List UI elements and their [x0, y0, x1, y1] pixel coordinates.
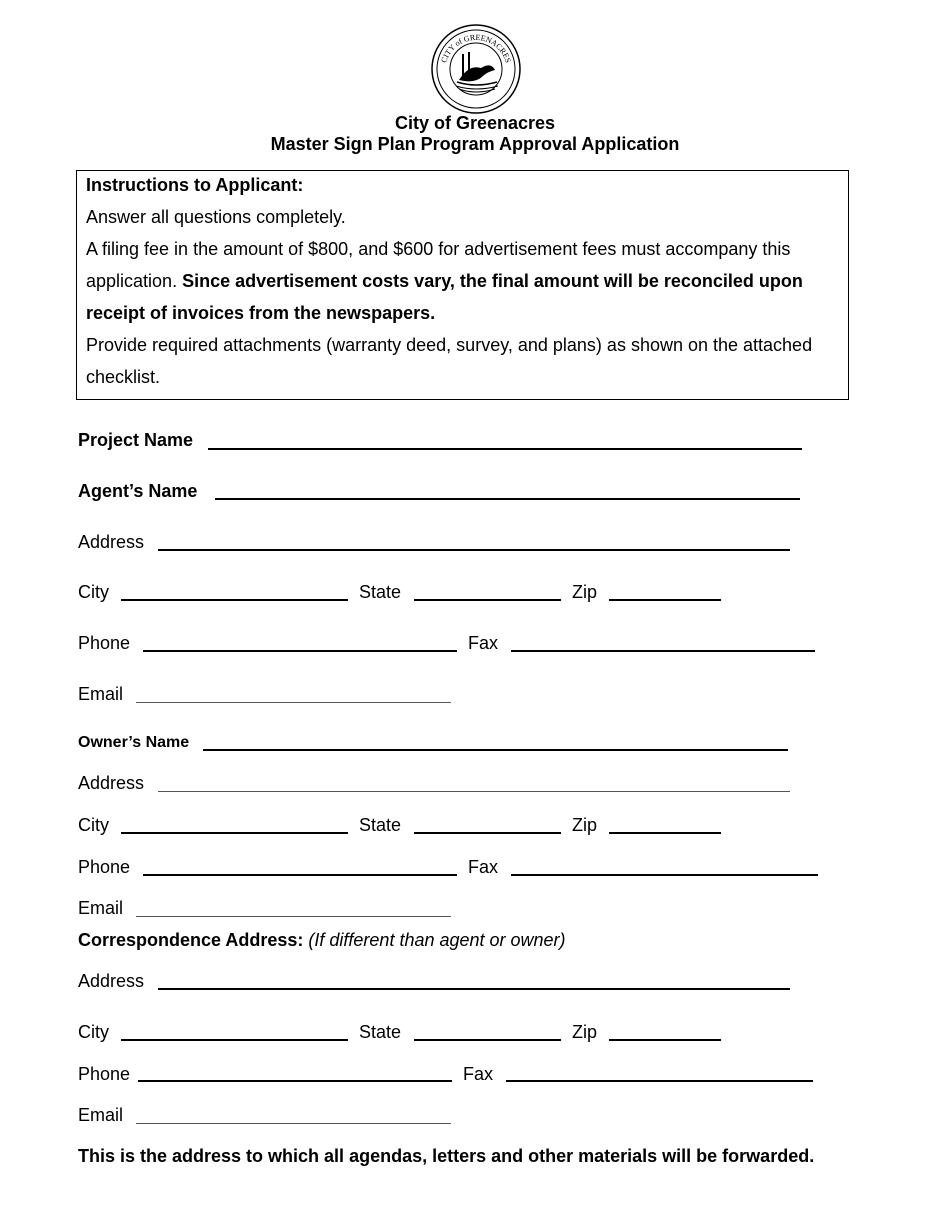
corr-zip-label: Zip	[572, 1022, 598, 1042]
corr-state-field[interactable]	[414, 1039, 561, 1041]
owner-email-field[interactable]	[136, 916, 451, 917]
correspondence-note: (If different than agent or owner)	[308, 930, 566, 950]
corr-fax-field[interactable]	[506, 1080, 813, 1082]
agent-phone-label: Phone	[78, 633, 131, 653]
corr-state-label: State	[359, 1022, 402, 1042]
project-name-field[interactable]	[208, 448, 802, 450]
agent-fax-field[interactable]	[511, 650, 815, 652]
instruction-line	[86, 271, 803, 292]
corr-email-field[interactable]	[136, 1123, 451, 1124]
corr-address-label: Address	[78, 971, 145, 991]
instruction-bold-text: Since advertisement costs vary, the final amount will be reconciled upon	[182, 271, 803, 291]
agents-name-label: Agent’s Name	[78, 481, 198, 501]
agent-phone-field[interactable]	[143, 650, 457, 652]
corr-phone-field[interactable]	[138, 1080, 452, 1082]
owner-phone-field[interactable]	[143, 874, 457, 876]
agent-address-label: Address	[78, 532, 145, 552]
owner-phone-label: Phone	[78, 857, 131, 877]
agent-address-field[interactable]	[158, 549, 790, 551]
instruction-line: Provide required attachments (warranty deed, survey, and plans) as shown on the attached	[86, 335, 813, 355]
agent-state-label: State	[359, 582, 402, 602]
agent-zip-field[interactable]	[609, 599, 721, 601]
owner-city-label: City	[78, 815, 109, 835]
owner-fax-label: Fax	[468, 857, 499, 877]
forwarding-note: This is the address to which all agendas, letters and other materials will be forwarded.	[78, 1146, 815, 1166]
owner-city-field[interactable]	[121, 832, 348, 834]
agent-city-field[interactable]	[121, 599, 348, 601]
instructions-box	[76, 170, 849, 400]
corr-city-label: City	[78, 1022, 109, 1042]
instruction-line: Answer all questions completely.	[86, 207, 346, 227]
instructions-heading: Instructions to Applicant:	[86, 175, 304, 195]
project-name-label: Project Name	[78, 430, 194, 450]
agent-email-label: Email	[78, 684, 124, 704]
city-name: City of Greenacres	[394, 113, 556, 133]
agent-zip-label: Zip	[572, 582, 598, 602]
corr-address-field[interactable]	[158, 988, 790, 990]
owners-name-field[interactable]	[203, 749, 788, 751]
seal-text: CITY of GREENACRES	[439, 32, 513, 64]
agent-state-field[interactable]	[414, 599, 561, 601]
agent-city-label: City	[78, 582, 109, 602]
corr-city-field[interactable]	[121, 1039, 348, 1041]
city-seal-icon	[429, 24, 523, 114]
corr-email-label: Email	[78, 1105, 124, 1125]
instruction-line: checklist.	[86, 367, 161, 387]
agent-fax-label: Fax	[468, 633, 499, 653]
owner-state-label: State	[359, 815, 402, 835]
instruction-text: application.	[86, 271, 183, 291]
owners-name-label: Owner’s Name	[78, 734, 190, 751]
owner-fax-field[interactable]	[511, 874, 818, 876]
form-title: Master Sign Plan Program Approval Application	[270, 134, 680, 154]
correspondence-heading	[78, 930, 566, 951]
owner-zip-field[interactable]	[609, 832, 721, 834]
corr-phone-label: Phone	[78, 1064, 131, 1084]
owner-email-label: Email	[78, 898, 124, 918]
owner-address-label: Address	[78, 773, 145, 793]
owner-state-field[interactable]	[414, 832, 561, 834]
agents-name-field[interactable]	[215, 498, 800, 500]
owner-address-field[interactable]	[158, 791, 790, 792]
corr-zip-field[interactable]	[609, 1039, 721, 1041]
correspondence-label: Correspondence Address:	[78, 930, 304, 950]
instruction-line: A filing fee in the amount of $800, and $600 for advertisement fees must accompany this	[86, 239, 791, 259]
agent-email-field[interactable]	[136, 702, 451, 703]
instruction-line: receipt of invoices from the newspapers.	[86, 303, 436, 323]
corr-fax-label: Fax	[463, 1064, 494, 1084]
owner-zip-label: Zip	[572, 815, 598, 835]
